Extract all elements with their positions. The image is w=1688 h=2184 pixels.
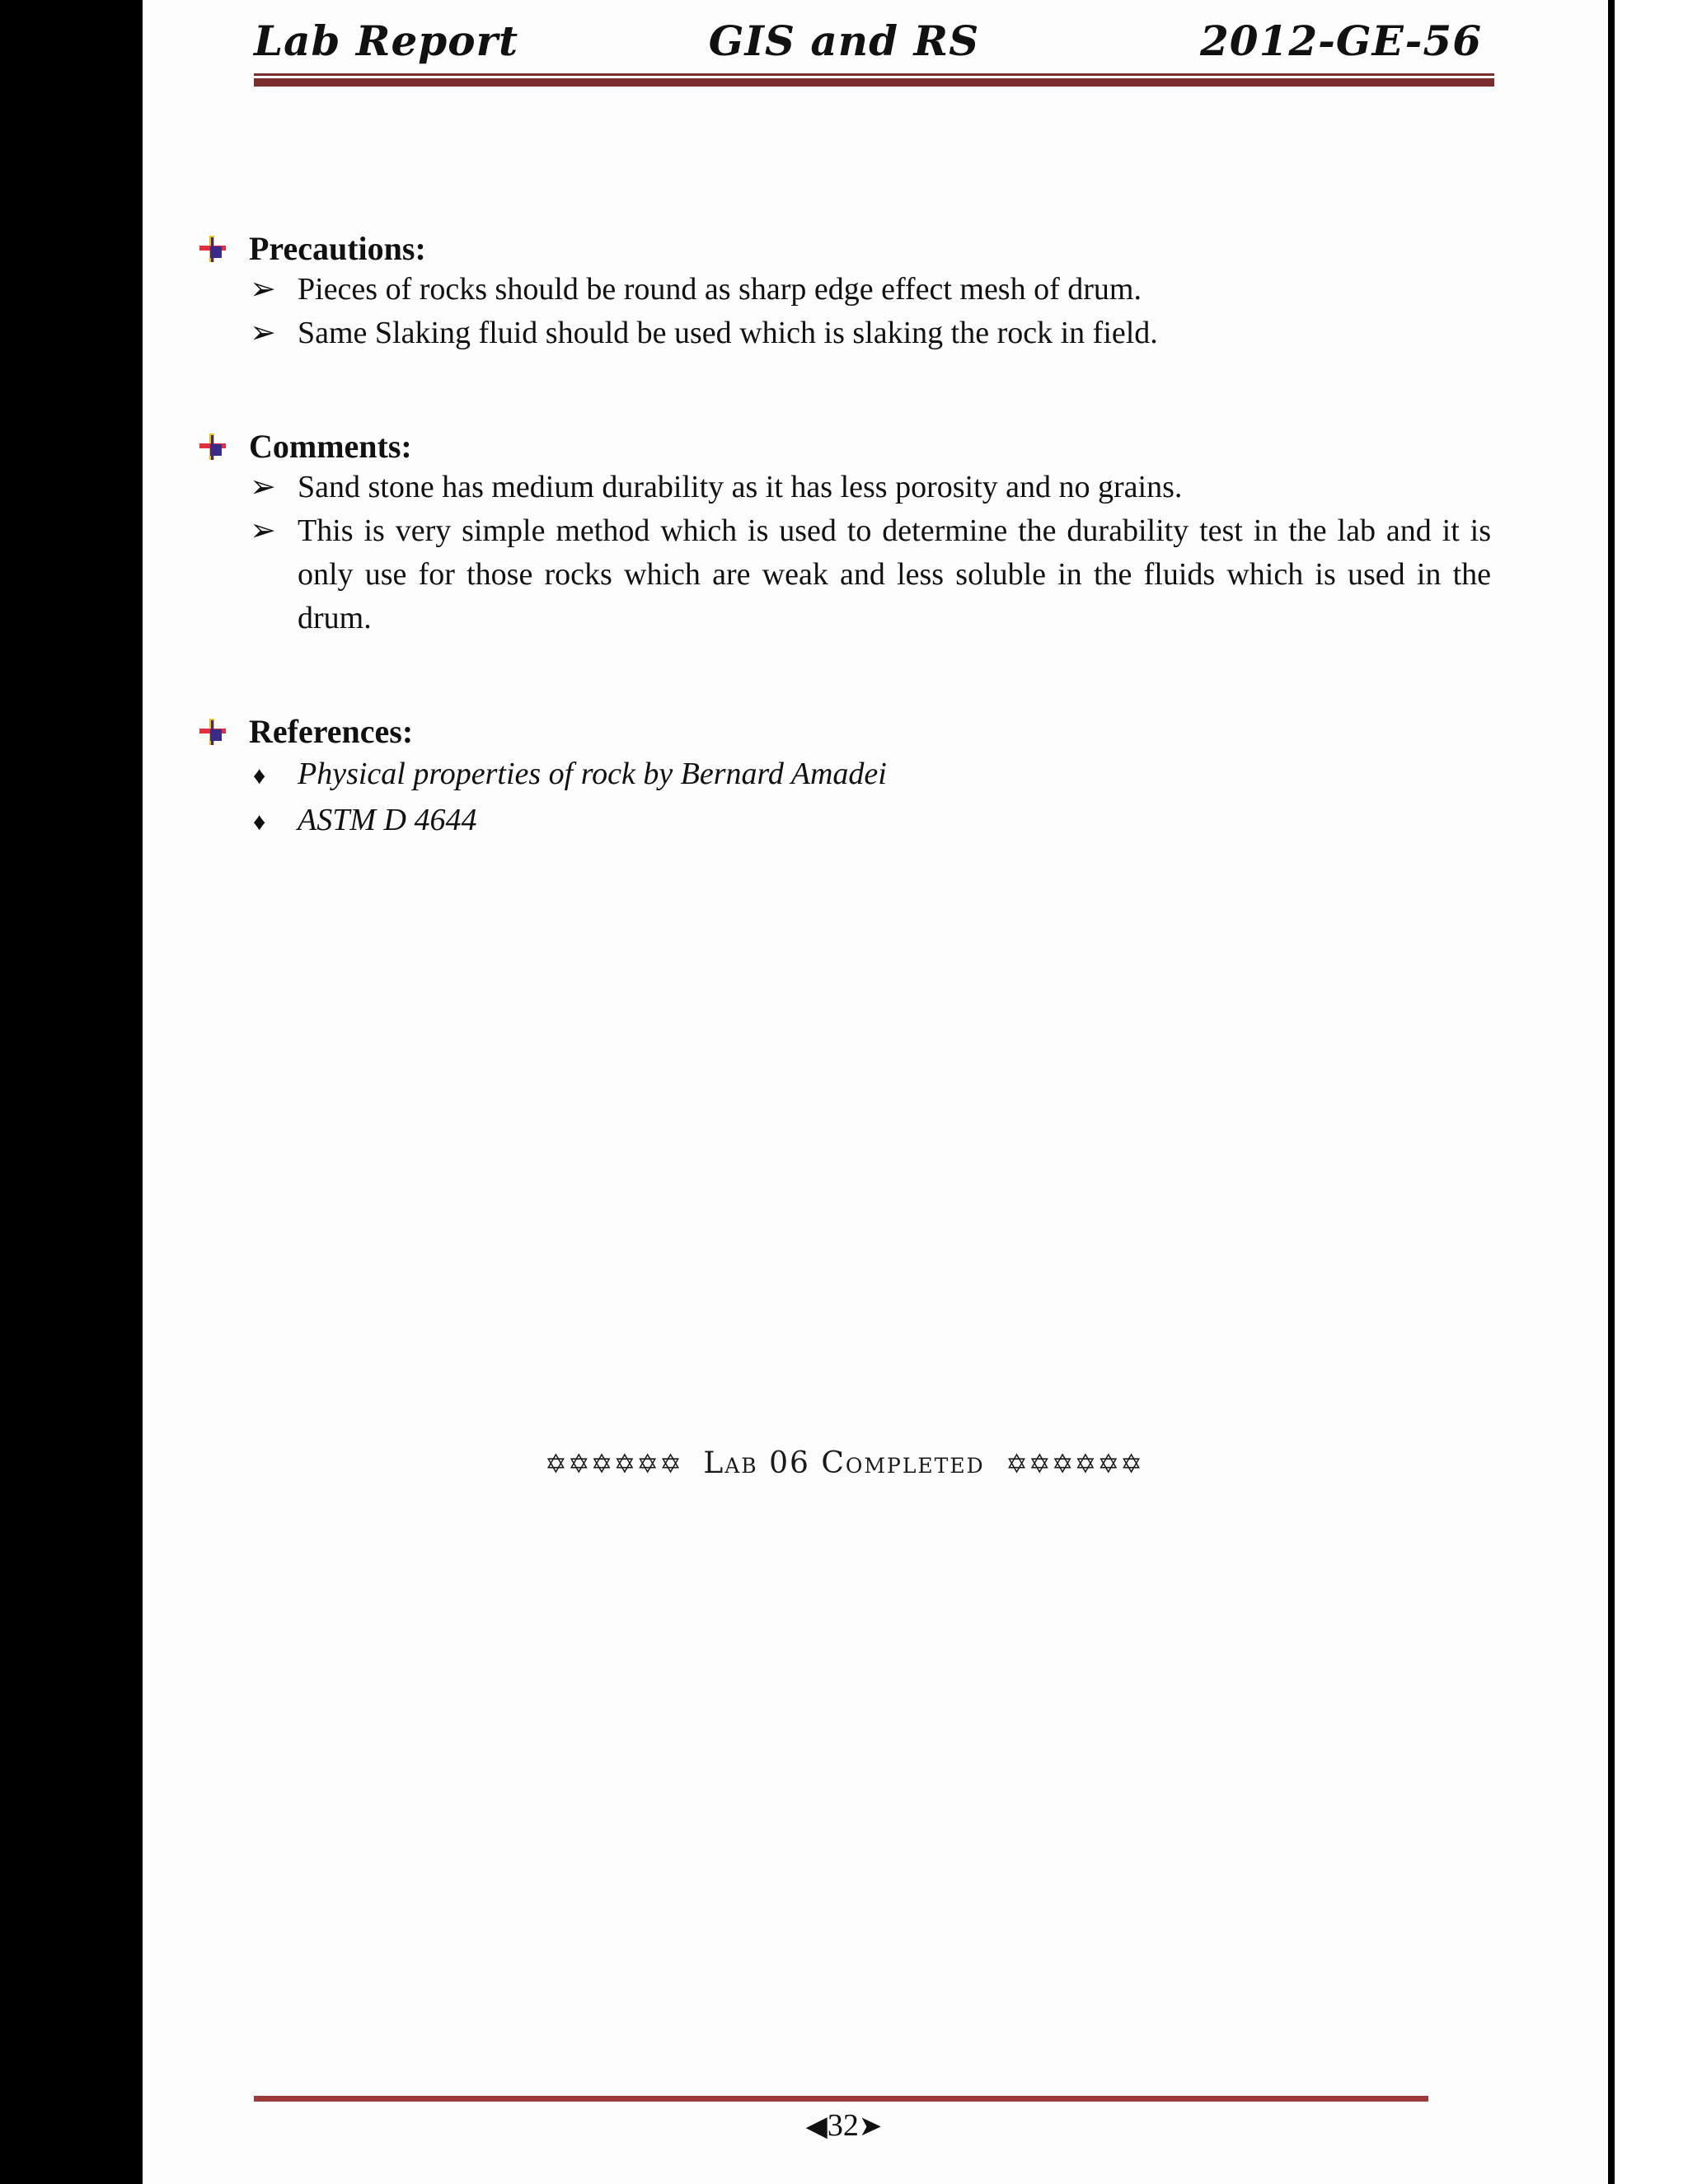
list-item [250,268,1142,312]
list-item [250,799,476,842]
section-precautions [198,229,426,268]
arrow-bullet-icon: ➢ [250,272,276,307]
page-edge-border [1608,0,1615,2184]
arrow-bullet-icon: ➢ [250,316,276,350]
star-decoration-icon: ✡✡✡✡✡✡ [1006,1448,1143,1479]
arrow-right-icon: ➤ [858,2110,883,2143]
reference-text: ASTM D 4644 [298,803,477,837]
arrow-bullet-icon: ➢ [250,470,276,504]
page-number [0,2107,1688,2144]
list-item [250,312,1158,355]
section-comments [198,427,412,466]
lab-completed-banner [0,1446,1688,1480]
list-item-text: Pieces of rocks should be round as sharp edge effect mesh of drum. [298,272,1142,307]
section-title-comments: Comments: [249,428,412,465]
list-item-text: Same Slaking fluid should be used which is slaking the rock in field. [298,316,1158,350]
list-item [250,466,1182,509]
cross-bullet-icon [198,432,227,462]
right-margin [1615,0,1688,2184]
footer-rule [254,2096,1428,2102]
completed-label: Lab 06 Completed [703,1446,985,1480]
section-title-precautions: Precautions: [249,230,426,267]
section-title-references: References: [249,713,414,750]
star-decoration-icon: ✡✡✡✡✡✡ [545,1448,682,1479]
cross-bullet-icon [198,234,227,264]
header-rule-thick [254,78,1494,87]
list-item-text: Sand stone has medium durability as it has less porosity and no grains. [298,470,1183,504]
header-rule-thin [254,73,1494,76]
reference-text: Physical properties of rock by Bernard Amadei [298,757,887,791]
header-center-text: GIS and RS [708,16,980,65]
list-item [250,509,1491,640]
diamond-bullet-icon: ♦ [253,762,266,790]
cross-bullet-icon [198,717,227,747]
list-item-text: This is very simple method which is used to determine the durability test in the lab and it is only use for those rocks which are weak and less soluble in the fluids which is used in the drum. [298,513,1491,635]
arrow-bullet-icon: ➢ [250,513,276,548]
header-right-text: 2012-GE-56 [1200,16,1482,65]
page-number-value: 32 [827,2108,859,2143]
triangle-left-icon: ◀ [805,2110,828,2143]
list-item [250,752,887,796]
diamond-bullet-icon: ♦ [253,808,266,836]
section-references [198,712,413,751]
header-left-text: Lab Report [254,16,519,65]
